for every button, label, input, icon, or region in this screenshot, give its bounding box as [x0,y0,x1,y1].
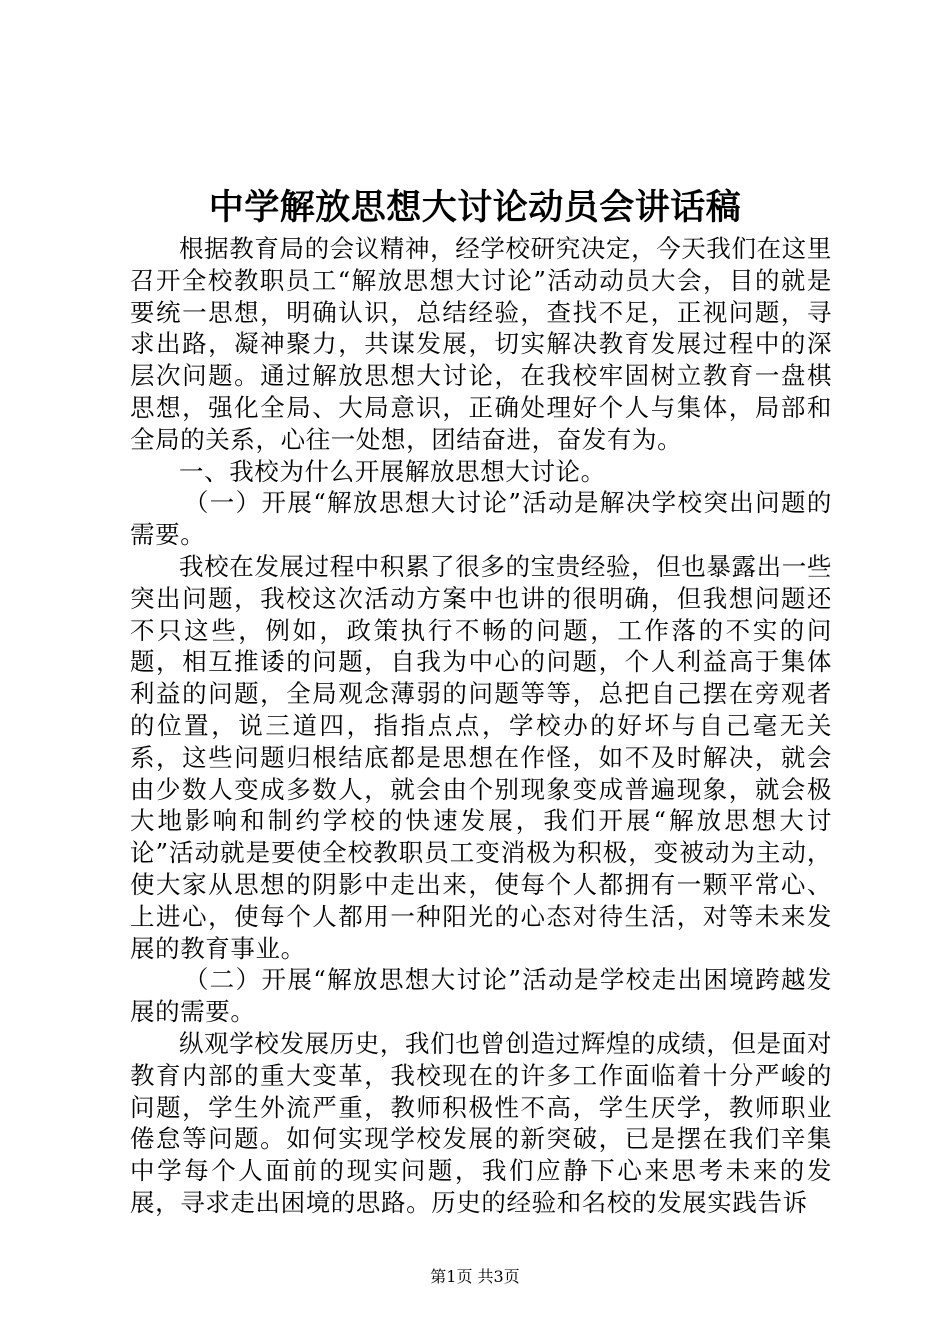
document-body [130,233,832,1219]
page-number-footer: 第1页 共3页 [430,1267,520,1286]
document-title: 中学解放思想大讨论动员会讲话稿 [208,187,742,228]
paragraph-problems: 我校在发展过程中积累了很多的宝贵经验，但也暴露出一些突出问题，我校这次活动方案中也讲的很明确，但我想问题还不只这些，例如，政策执行不畅的问题，工作落的不实的问题，相互推诿的问题，自我为中心的问题，个人利益高于集体利益的问题，全局观念薄弱的问题等等，总把自己摆在旁观者的位置，说三道四，指指点点，学校办的好坏与自己毫无关系，这些问题归根结底都是思想在作怪，如不及时解决，就会由少数人变成多数人，就会由个别现象变成普遍现象，就会极大地影响和制约学校的快速发展，我们开展“解放思想大讨论”活动就是要使全校教职员工变消极为积极，变被动为主动，使大家从思想的阴影中走出来，使每个人都拥有一颗平常心、上进心，使每个人都用一种阳光的心态对待生活，对等未来发展的教育事业。 [130,551,832,963]
paragraph-history: 纵观学校发展历史，我们也曾创造过辉煌的成绩，但是面对教育内部的重大变革，我校现在的许多工作面临着十分严峻的问题，学生外流严重，教师积极性不高，学生厌学，教师职业倦怠等问题。如何实现学校发展的新突破，已是摆在我们辛集中学每个人面前的现实问题，我们应静下心来思考未来的发展，寻求走出困境的思路。历史的经验和名校的发展实践告诉 [130,1028,832,1217]
paragraph-intro: 根据教育局的会议精神，经学校研究决定，今天我们在这里召开全校教职员工“解放思想大讨论”活动动员大会，目的就是要统一思想，明确认识，总结经验，查找不足，正视问题，寻求出路，凝神聚力，共谋发展，切实解决教育发展过程中的深层次问题。通过解放思想大讨论，在我校牢固树立教育一盘棋思想，强化全局、大局意识，正确处理好个人与集体，局部和全局的关系，心往一处想，团结奋进，奋发有为。 [130,234,832,454]
section-heading-1: 一、我校为什么开展解放思想大讨论。 [179,456,606,486]
subsection-heading-2: （二）开展“解放思想大讨论”活动是学校走出困境跨越发展的需要。 [130,965,832,1027]
subsection-heading-1: （一）开展“解放思想大讨论”活动是解决学校突出问题的需要。 [130,488,832,550]
